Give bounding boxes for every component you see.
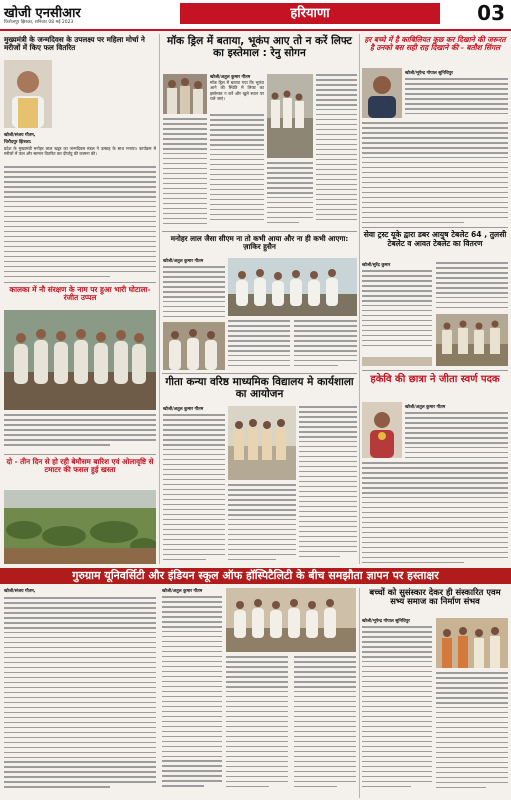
center-top-text — [210, 114, 264, 228]
divider — [362, 370, 508, 371]
masthead — [0, 0, 511, 30]
top-left-headline: मुख्यमंत्री के जन्मदिवस के उपलक्ष्य पर महिला मोर्चा ने मरीजों में किए फल वितरित — [4, 35, 145, 53]
right-mid-text — [436, 262, 508, 312]
distribution-photo — [436, 314, 508, 366]
distribution-photo-strip — [362, 354, 432, 366]
center-mid-text — [163, 266, 225, 320]
center-top-text — [163, 118, 207, 228]
center-top-text — [316, 74, 357, 228]
center-lower-text — [228, 484, 296, 564]
bottom-center-text — [162, 596, 222, 794]
bottom-right-byline: खोजी/भूपेन्द्र गोपाल सुनिधिपुर — [362, 619, 410, 624]
center-mid-text — [294, 320, 357, 370]
column-rule — [159, 34, 160, 564]
section-title: हरियाणा — [180, 3, 440, 24]
left-bottom-text — [4, 597, 156, 795]
right-lower-text — [362, 462, 508, 564]
right-top-text — [362, 122, 508, 224]
right-lower-headline: हकेवि की छात्रा ने जीता स्वर्ण पदक — [370, 374, 500, 385]
center-mid-text — [228, 320, 290, 370]
center-top-body: मॉक ड्रिल में बताया गया कि भूकंप आने की स्थिति में लिफ्ट का इस्तेमाल न करें और खुले स्थान पर चले जाएं। — [210, 80, 264, 102]
center-lower-text — [299, 406, 357, 564]
sanskar-photo — [436, 618, 508, 668]
bottom-right-headline: बच्चों को सुसंस्कार देकर ही संस्कारित एवम सभ्य समाज का निर्माण संभव — [369, 587, 501, 607]
column-rule — [359, 588, 360, 798]
left-bottom-headline: दो - तीन दिन से हो रही बेमौसम बारिश एवं ओलावृष्टि से टमाटर की फसल हुई खस्ता — [6, 457, 154, 475]
divider — [162, 373, 357, 374]
newspaper-logo: खोजी एनसीआर — [4, 6, 81, 21]
right-top-headline: हर बच्चे में है काबिलियत कुछ कर दिखाने की जरूरत है उनको बस सही राह दिखाने की - बतौश सिंगल — [364, 35, 506, 53]
group-photo — [4, 310, 156, 410]
left-bottom-byline: खोजी/संजय गौतम, — [4, 589, 36, 594]
right-mid-headline: सेवा ट्रस्ट यूके द्वारा डबर आयुष टेबलेट 64 , तुलसी टेबलेट व आवत टेबलेट का वितरण — [363, 230, 507, 248]
event-photo-2 — [163, 322, 225, 370]
school-photo — [228, 406, 296, 480]
mou-photo — [226, 588, 356, 652]
right-top-text — [405, 78, 508, 118]
center-lower-headline: गीता कन्या वरिष्ठ माध्यमिक विद्यालय मे कार्यशाला का आयोजन — [165, 376, 354, 400]
speaker-photo — [362, 68, 402, 118]
divider — [362, 227, 508, 228]
page-number: 03 — [477, 1, 505, 25]
top-left-body: प्रदेश के मुख्यमंत्री मनोहर लाल खट्टर का जन्मदिवस मंडल ने उत्साह के साथ मनाया। कार्यक्रम में मरीजों में फल और सामान वितरित कर दीर्घायु की कामना की। — [4, 146, 156, 157]
divider — [162, 231, 357, 232]
right-lower-text — [405, 412, 508, 462]
bottom-center-text — [294, 656, 356, 794]
center-mid-byline: खोजी/अतुल कुमार गौतम — [163, 259, 204, 264]
center-mid-headline: मनोहर लाल जैसा सीएम ना तो कभी आया और ना ही कभी आएगा: ज़ाकिर हुसैन — [170, 234, 349, 252]
top-left-place: चिरौदपुर झिरका: — [4, 140, 32, 145]
right-top-byline: खोजी/भूपेन्द्र गोपाल सुनिधिपुर — [405, 71, 453, 76]
center-top-text — [267, 162, 313, 228]
right-mid-text — [362, 270, 432, 350]
section-banner: गुरुग्राम यूनिवर्सिटी और इंडियन स्कूल ऑफ हॉस्पिटैलिटी के बीच समझौता ज्ञापन पर हस्ताक्षर — [0, 568, 511, 584]
center-lower-byline: खोजी/अतुल कुमार गौतम — [163, 407, 204, 412]
divider — [4, 282, 156, 283]
bottom-center-text — [226, 656, 288, 794]
tomato-field-photo — [4, 490, 156, 564]
person-photo — [4, 60, 52, 128]
column-rule — [359, 34, 360, 564]
bottom-right-text — [436, 672, 508, 794]
top-left-text-column — [4, 166, 156, 280]
edition-date: फिरोजपुर झिरका, शनिवार 08 मई 2023 — [4, 20, 74, 25]
mock-drill-photo — [163, 74, 207, 114]
right-mid-byline: खोजी/सुरेंद्र कुमार — [362, 263, 391, 268]
right-lower-byline: खोजी/अतुल कुमार गौतम — [405, 405, 446, 410]
mock-drill-photo-2 — [267, 74, 313, 158]
student-photo — [362, 402, 402, 458]
bottom-right-text — [362, 626, 432, 794]
left-mid-text — [4, 414, 156, 452]
center-top-headline: मॉक ड्रिल में बताया, भूकंप आए तो न करें लिफ्ट का इस्तेमाल : रेनु सोगन — [167, 35, 352, 59]
top-left-byline: खोजी/संजय गौतम, — [4, 133, 36, 138]
center-top-byline: खोजी/अतुल कुमार गौतम — [210, 75, 251, 80]
center-lower-text — [163, 414, 225, 564]
bottom-center-byline: खोजी/अतुल कुमार गौतम — [162, 589, 203, 594]
event-photo — [228, 258, 357, 316]
left-mid-headline: कालका में नौ संरक्षण के नाम पर हुआ भारी घोटाला- रंजीत उप्पल — [9, 285, 151, 303]
divider — [4, 454, 156, 455]
masthead-rule — [0, 29, 511, 31]
